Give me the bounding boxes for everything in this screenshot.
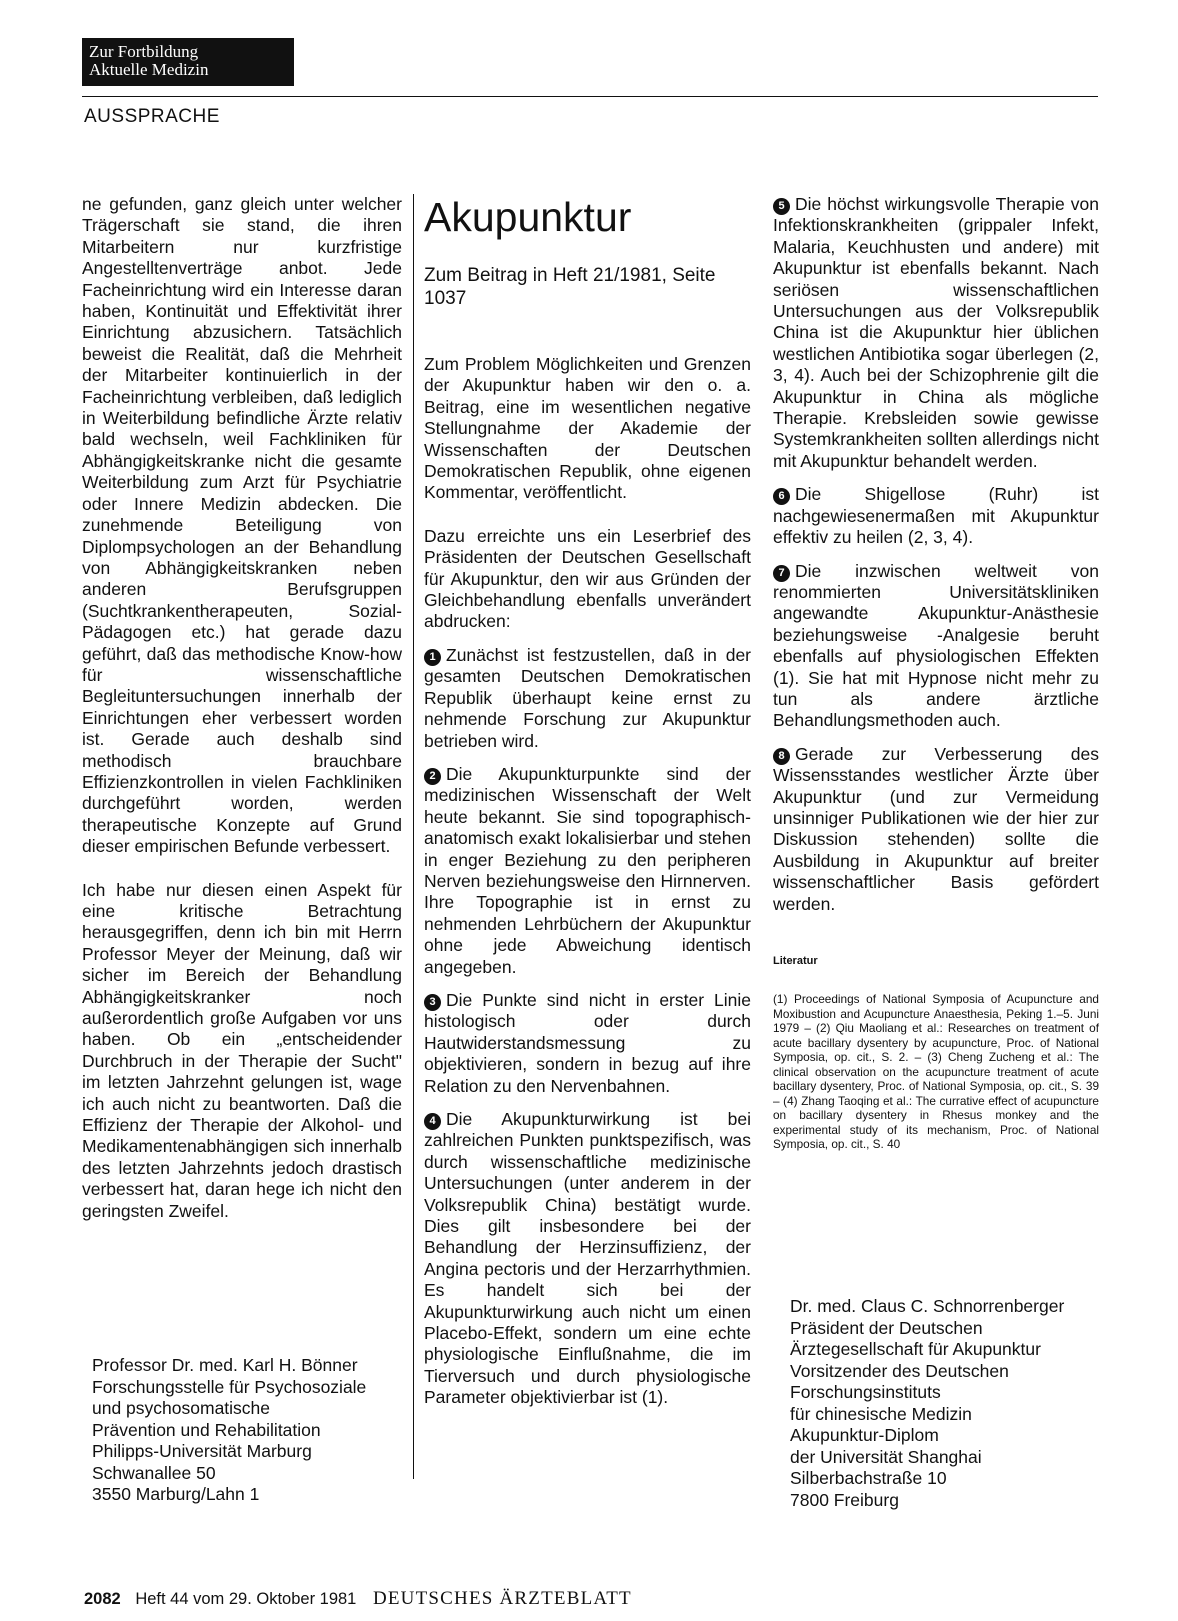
point-text: Die Punkte sind nicht in erster Linie histologisch oder durch Hautwiderstandsmessung zu objektivieren, sondern in bezug auf ihre Relation zu den Nervenbahnen.: [424, 989, 751, 1096]
right-column: [773, 194, 1099, 1164]
numbered-point: [773, 484, 1099, 548]
signature-line: Professor Dr. med. Karl H. Bönner: [92, 1355, 358, 1375]
signature-line: 7800 Freiburg: [790, 1489, 899, 1510]
section-label-line1: Zur Fortbildung: [89, 42, 199, 61]
point-text: Gerade zur Verbesserung des Wissensstandes westlicher Ärzte über Akupunktur (und zur Vermeidung unsinniger Publikationen wie der hier zur Diskussion stehenden) sollte die Ausbildung in Akupunktur auf breiter wissenschaftlicher Basis gefördert werden.: [773, 743, 1099, 914]
point-text: Die Akupunkturpunkte sind der medizinischen Wissenschaft der Welt heute bekannt. Sie sind topographisch-anatomisch exakt lokalisierbar und stehen in enger Beziehung zu den peripheren Nerven beziehungsweise den Hirnnerven. Ihre Topographie ist in ernst zu nehmenden Lehrbüchern der Akupunktur ohne jede Abweichung identisch angegeben.: [424, 763, 751, 977]
category-label: AUSSPRACHE: [84, 106, 220, 127]
signature-line: der Universität Shanghai: [790, 1446, 982, 1467]
numbered-point: [773, 194, 1099, 472]
left-signature: [92, 1355, 366, 1506]
left-column: [82, 194, 402, 1234]
issue-info: Heft 44 vom 29. Oktober 1981: [135, 1590, 357, 1608]
numbered-point: [424, 990, 751, 1097]
signature-line: für chinesische Medizin: [790, 1403, 972, 1424]
signature-line: Forschungsstelle für Psychosoziale: [92, 1376, 367, 1397]
signature-line: Akupunktur-Diplom: [790, 1425, 939, 1445]
number-badge-icon: 8: [773, 748, 790, 765]
section-label: [82, 38, 294, 86]
magazine-name: DEUTSCHES ÄRZTEBLATT: [372, 1588, 632, 1609]
number-badge-icon: 4: [424, 1113, 441, 1130]
signature-line: Schwanallee 50: [92, 1462, 216, 1483]
signature-line: Präsident der Deutschen: [790, 1317, 983, 1338]
intro-paragraph-1: Zum Problem Möglichkeiten und Grenzen der Akupunktur haben wir den o. a. Beitrag, eine im wesentlichen negative Stellungnahme der Akademie der Wissenschaften der Deutschen Demokratischen Republik, ohne eigenen Kommentar, veröffentlicht.: [424, 354, 751, 503]
right-signature: [790, 1296, 1064, 1511]
left-paragraph-1: ne gefunden, ganz gleich unter welcher Trägerschaft sie stand, die ihren Mitarbeitern nur kurzfristige Angestelltenverträge anbot. Jede Facheinrichtung wird ein Interesse daran haben, Kontinuität und Effektivität ihrer Einrichtung abzusichern. Tatsächlich beweist die Realität, daß die Mehrheit der Mitarbeiter kontinuierlich in der Facheinrichtung verbleiben, daß lediglich in Weiterbildung befindliche Ärzte relativ bald wechseln, weil Fachkliniken für Abhängigkeitskranke nicht die gesamte Weiterbildung zum Arzt für Psychiatrie oder Innere Medizin abdecken. Die zunehmende Beteiligung von Diplompsychologen an der Behandlung von Abhängigkeitskranken neben anderen Berufsgruppen (Suchtkrankentherapeuten, Sozial-Pädagogen etc.) hat gerade dazu geführt, daß das methodische Know-how für wissenschaftliche Begleituntersuchungen innerhalb der Einrichtungen eher verbessert worden ist. Gerade auch deshalb sind methodisch brauchbare Effizienzkontrollen in vielen Fachkliniken durchgeführt worden, werden therapeutische Konzepte auf Grund dieser empirischen Befunde verbessert.: [82, 194, 402, 857]
intro-paragraph-2: Dazu erreichte uns ein Leserbrief des Präsidenten der Deutschen Gesellschaft für Akupunktur, den wir aus Gründen der Gleichbehandlung ebenfalls unverändert abdrucken:: [424, 525, 751, 632]
signature-line: Silberbachstraße 10: [790, 1468, 947, 1488]
page-footer: [84, 1588, 632, 1610]
numbered-point: [424, 1109, 751, 1409]
numbered-point: [424, 764, 751, 978]
signature-line: Vorsitzender des Deutschen: [790, 1360, 1009, 1381]
column-divider: [413, 194, 414, 1479]
numbered-point: [424, 645, 751, 752]
number-badge-icon: 1: [424, 649, 441, 666]
point-text: Die Akupunkturwirkung ist bei zahlreichen Punkten punktspezifisch, was durch wissenschaftliche medizinische Untersuchungen (unter anderem in der Volksrepublik China) bestätigt wurde. Dies gilt insbesondere bei der Behandlung der Herzinsuffizienz, der Angina pectoris und der Herzarrhythmien. Es handelt sich bei der Akupunkturwirkung auch nicht um einen Placebo-Effekt, sondern um eine echte physiologische Einflußnahme, die im Tierversuch und durch physiologische Parameter objektivierbar ist (1).: [424, 1109, 751, 1408]
number-badge-icon: 3: [424, 994, 441, 1011]
literature-references: (1) Proceedings of National Symposia of Acupuncture and Moxibustion and Acupuncture Anaesthesia, Peking 1.–5. Juni 1979 – (2) Qiu Maoliang et al.: Researches on treatment of acute bacillary dysentery by acupuncture, Proc. of National Symposia, op. cit., S. 2. – (3) Cheng Zucheng et al.: The clinical observation on the acupuncture treatment of acute bacillary dysentery, Proc. of National Symposia, op. cit., S. 39 – (4) Zhang Taoqing et al.: The currative effect of acupuncture on bacillary dysentery in Rhesus monkey and the experimental study of its mechanism, Proc. of National Symposia, op. cit., S. 40: [773, 992, 1099, 1152]
signature-line: Philipps-Universität Marburg: [92, 1441, 312, 1461]
section-label-line2: Aktuelle Medizin: [89, 60, 209, 79]
point-text: Die höchst wirkungsvolle Therapie von Infektionskrankheiten (grippaler Infekt, Malaria, Keuchhusten und andere) mit Akupunktur ist ebenfalls bekannt. Nach seriösen wissenschaftlichen Untersuchungen aus der Volksrepublik China ist die Akupunktur hier üblichen westlichen Antibiotika sogar überlegen (2, 3, 4). Auch bei der Schizophrenie gilt die Akupunktur in China als mögliche Therapie. Krebsleiden sowie gewisse Systemkrankheiten sollten allerdings nicht mit Akupunktur behandelt werden.: [773, 194, 1099, 471]
article-subtitle: Zum Beitrag in Heft 21/1981, Seite 1037: [424, 265, 716, 309]
point-text: Die inzwischen weltweit von renommierten Universitätskliniken angewandte Akupunktur-Anästhesie beziehungsweise -Analgesie beruht ebenfalls auf physiologischen Effekten (1). Sie hat mit Hypnose nicht mehr zu tun als andere ärztliche Behandlungsmethoden auch.: [773, 560, 1099, 731]
left-paragraph-2: Ich habe nur diesen einen Aspekt für eine kritische Betrachtung herausgegriffen, denn ich bin mit Herrn Professor Meyer der Meinung, daß wir sicher im Bereich der Behandlung Abhängigkeitskranker noch außerordentlich große Aufgaben vor uns haben. Ob ein „entscheidender Durchbruch in der Therapie der Sucht" im letzten Jahrzehnt gelungen ist, wage ich auch nicht zu beantworten. Daß die Effizienz der Therapie der Alkohol- und Medikamentenabhängigen sich innerhalb des letzten Jahrzehnts jedoch drastisch verbessert hat, daran hege ich nicht den geringsten Zweifel.: [82, 879, 402, 1221]
signature-line: Dr. med. Claus C. Schnorrenberger: [790, 1296, 1065, 1316]
number-badge-icon: 6: [773, 488, 790, 505]
signature-line: und psychosomatische: [92, 1398, 271, 1418]
point-text: Die Shigellose (Ruhr) ist nachgewiesenermaßen mit Akupunktur effektiv zu heilen (2, 3, 4).: [773, 484, 1099, 548]
number-badge-icon: 2: [424, 768, 441, 785]
literature-heading: Literatur: [773, 955, 818, 967]
numbered-point: [773, 561, 1099, 732]
number-badge-icon: 5: [773, 198, 790, 215]
middle-column: [424, 194, 751, 1421]
signature-line: 3550 Marburg/Lahn 1: [92, 1484, 260, 1504]
header-rule: [82, 96, 1098, 97]
point-text: Zunächst ist festzustellen, daß in der gesamten Deutschen Demokratischen Republik überhaupt keine ernst zu nehmende Forschung zur Akupunktur betrieben wird.: [424, 644, 751, 751]
numbered-point: [773, 744, 1099, 915]
number-badge-icon: 7: [773, 565, 790, 582]
page-number: 2082: [84, 1590, 121, 1608]
signature-line: Forschungsinstituts: [790, 1382, 941, 1402]
article-title: Akupunktur: [424, 194, 632, 240]
signature-line: Prävention und Rehabilitation: [92, 1419, 321, 1440]
signature-line: Ärztegesellschaft für Akupunktur: [790, 1339, 1041, 1359]
